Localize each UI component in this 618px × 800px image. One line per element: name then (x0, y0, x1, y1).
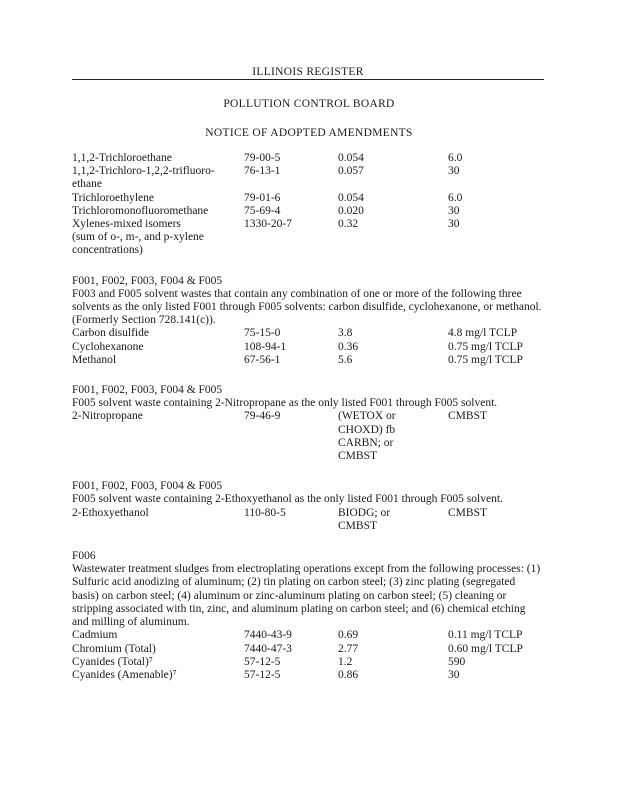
wastewater-standard: (WETOX or CHOXD) fb CARBN; or CMBST (338, 410, 396, 463)
wastewater-standard: 2.77 (338, 642, 359, 655)
constituent-name: Chromium (Total) (72, 642, 156, 655)
top-table (72, 152, 544, 258)
cas-number: 79-01-6 (244, 191, 281, 204)
wastewater-standard: 1.2 (338, 655, 353, 668)
constituent-name: 1,1,2-Trichloro-1,2,2-trifluoro- ethane (72, 165, 215, 191)
wastewater-standard: 0.69 (338, 629, 359, 642)
constituent-name: Trichloroethylene (72, 191, 154, 204)
header-rule (72, 79, 544, 80)
cas-number: 57-12-5 (244, 655, 281, 668)
table-row (72, 192, 544, 205)
table-row (72, 656, 544, 669)
cas-number: 75-69-4 (244, 204, 281, 217)
cas-number: 79-46-9 (244, 410, 281, 423)
table-row (72, 507, 544, 533)
cas-number: 57-12-5 (244, 668, 281, 681)
waste-codes: F001, F002, F003, F004 & F005 (72, 384, 223, 397)
waste-description: F005 solvent waste containing 2-Nitropropane as the only listed F001 through F005 solvent. (72, 397, 498, 410)
constituent-name: 2-Nitropropane (72, 410, 143, 423)
constituent-name: Carbon disulfide (72, 327, 149, 340)
waste-code-section (72, 480, 544, 533)
constituent-name: Cyanides (Total)⁷ (72, 655, 153, 668)
waste-description: F005 solvent waste containing 2-Ethoxyethanol as the only listed F001 through F005 solvent. (72, 493, 503, 506)
waste-codes: F006 (72, 550, 96, 563)
table-row (72, 643, 544, 656)
wastewater-standard: 0.054 (338, 152, 364, 164)
constituent-name: Trichloromonofluoromethane (72, 204, 209, 217)
cas-number: 110-80-5 (244, 506, 286, 519)
board-title: POLLUTION CONTROL BOARD (223, 98, 395, 110)
nonwastewater-standard: 590 (448, 655, 466, 668)
register-title: ILLINOIS REGISTER (252, 66, 364, 78)
document-body (72, 152, 544, 682)
wastewater-standard: 0.86 (338, 668, 359, 681)
table-row (72, 165, 544, 191)
register-header (72, 66, 544, 80)
table-row (72, 410, 544, 463)
table-row (72, 218, 544, 258)
wastewater-standard: 0.020 (338, 204, 364, 217)
nonwastewater-standard: 0.11 mg/l TCLP (448, 629, 523, 642)
table-row (72, 629, 544, 642)
nonwastewater-standard: CMBST (448, 506, 487, 519)
cas-number: 7440-43-9 (244, 629, 292, 642)
waste-codes: F001, F002, F003, F004 & F005 (72, 480, 223, 493)
nonwastewater-standard: 30 (448, 668, 460, 681)
wastewater-standard: 0.057 (338, 165, 364, 178)
cas-number: 76-13-1 (244, 165, 281, 178)
nonwastewater-standard: 30 (448, 204, 460, 217)
nonwastewater-standard: 0.60 mg/l TCLP (448, 642, 523, 655)
nonwastewater-standard: 30 (448, 218, 460, 231)
nonwastewater-standard: 0.75 mg/l TCLP (448, 353, 523, 366)
notice-title: NOTICE OF ADOPTED AMENDMENTS (205, 127, 413, 139)
table-row (72, 341, 544, 354)
constituent-name: Cyclohexanone (72, 340, 144, 353)
waste-description: Wastewater treatment sludges from electroplating operations except from the following processes: (1) Sulfuric acid anodizing of aluminum; (2) tin plating on carbon steel; (3) zinc plating (segregated basis) on carbon steel; (4) aluminum or zinc-aluminum plating on carbon steel; (5) cleaning or stripping associated with tin, zinc, and aluminum plating on carbon steel; and (6) chemical etching and milling of aluminum. (72, 563, 541, 629)
wastewater-standard: BIODG; or CMBST (338, 506, 391, 532)
nonwastewater-standard: 6.0 (448, 152, 463, 164)
wastewater-standard: 0.054 (338, 191, 364, 204)
waste-code-section (72, 384, 544, 463)
wastewater-standard: 3.8 (338, 327, 353, 340)
nonwastewater-standard: 4.8 mg/l TCLP (448, 327, 518, 340)
cas-number: 67-56-1 (244, 353, 281, 366)
waste-codes: F001, F002, F003, F004 & F005 (72, 274, 223, 287)
waste-code-section (72, 550, 544, 682)
table-row (72, 327, 544, 340)
waste-description: F003 and F005 solvent wastes that contain any combination of one or more of the following three solvents as the only listed F001 through F005 solvents: carbon disulfide, cyclohexanone, or methanol. (Formerly Section 728.141(c)). (72, 287, 542, 327)
nonwastewater-standard: 0.75 mg/l TCLP (448, 340, 523, 353)
constituent-name: 1,1,2-Trichloroethane (72, 152, 172, 164)
cas-number: 79-00-5 (244, 152, 281, 164)
nonwastewater-standard: 6.0 (448, 191, 463, 204)
cas-number: 7440-47-3 (244, 642, 292, 655)
constituent-name: Methanol (72, 353, 117, 366)
constituent-name: Cadmium (72, 629, 118, 642)
table-row (72, 354, 544, 367)
wastewater-standard: 0.32 (338, 218, 359, 231)
cas-number: 108-94-1 (244, 340, 287, 353)
constituent-name: Xylenes-mixed isomers (sum of o-, m-, and p-xylene concentrations) (72, 218, 204, 257)
table-row (72, 152, 544, 165)
constituent-name: 2-Ethoxyethanol (72, 506, 149, 519)
waste-code-section (72, 275, 544, 367)
table-row (72, 205, 544, 218)
wastewater-standard: 0.36 (338, 340, 359, 353)
nonwastewater-standard: 30 (448, 165, 460, 178)
table-row (72, 669, 544, 682)
nonwastewater-standard: CMBST (448, 410, 487, 423)
cas-number: 75-15-0 (244, 327, 281, 340)
cas-number: 1330-20-7 (244, 218, 292, 231)
wastewater-standard: 5.6 (338, 353, 353, 366)
constituent-name: Cyanides (Amenable)⁷ (72, 668, 177, 681)
